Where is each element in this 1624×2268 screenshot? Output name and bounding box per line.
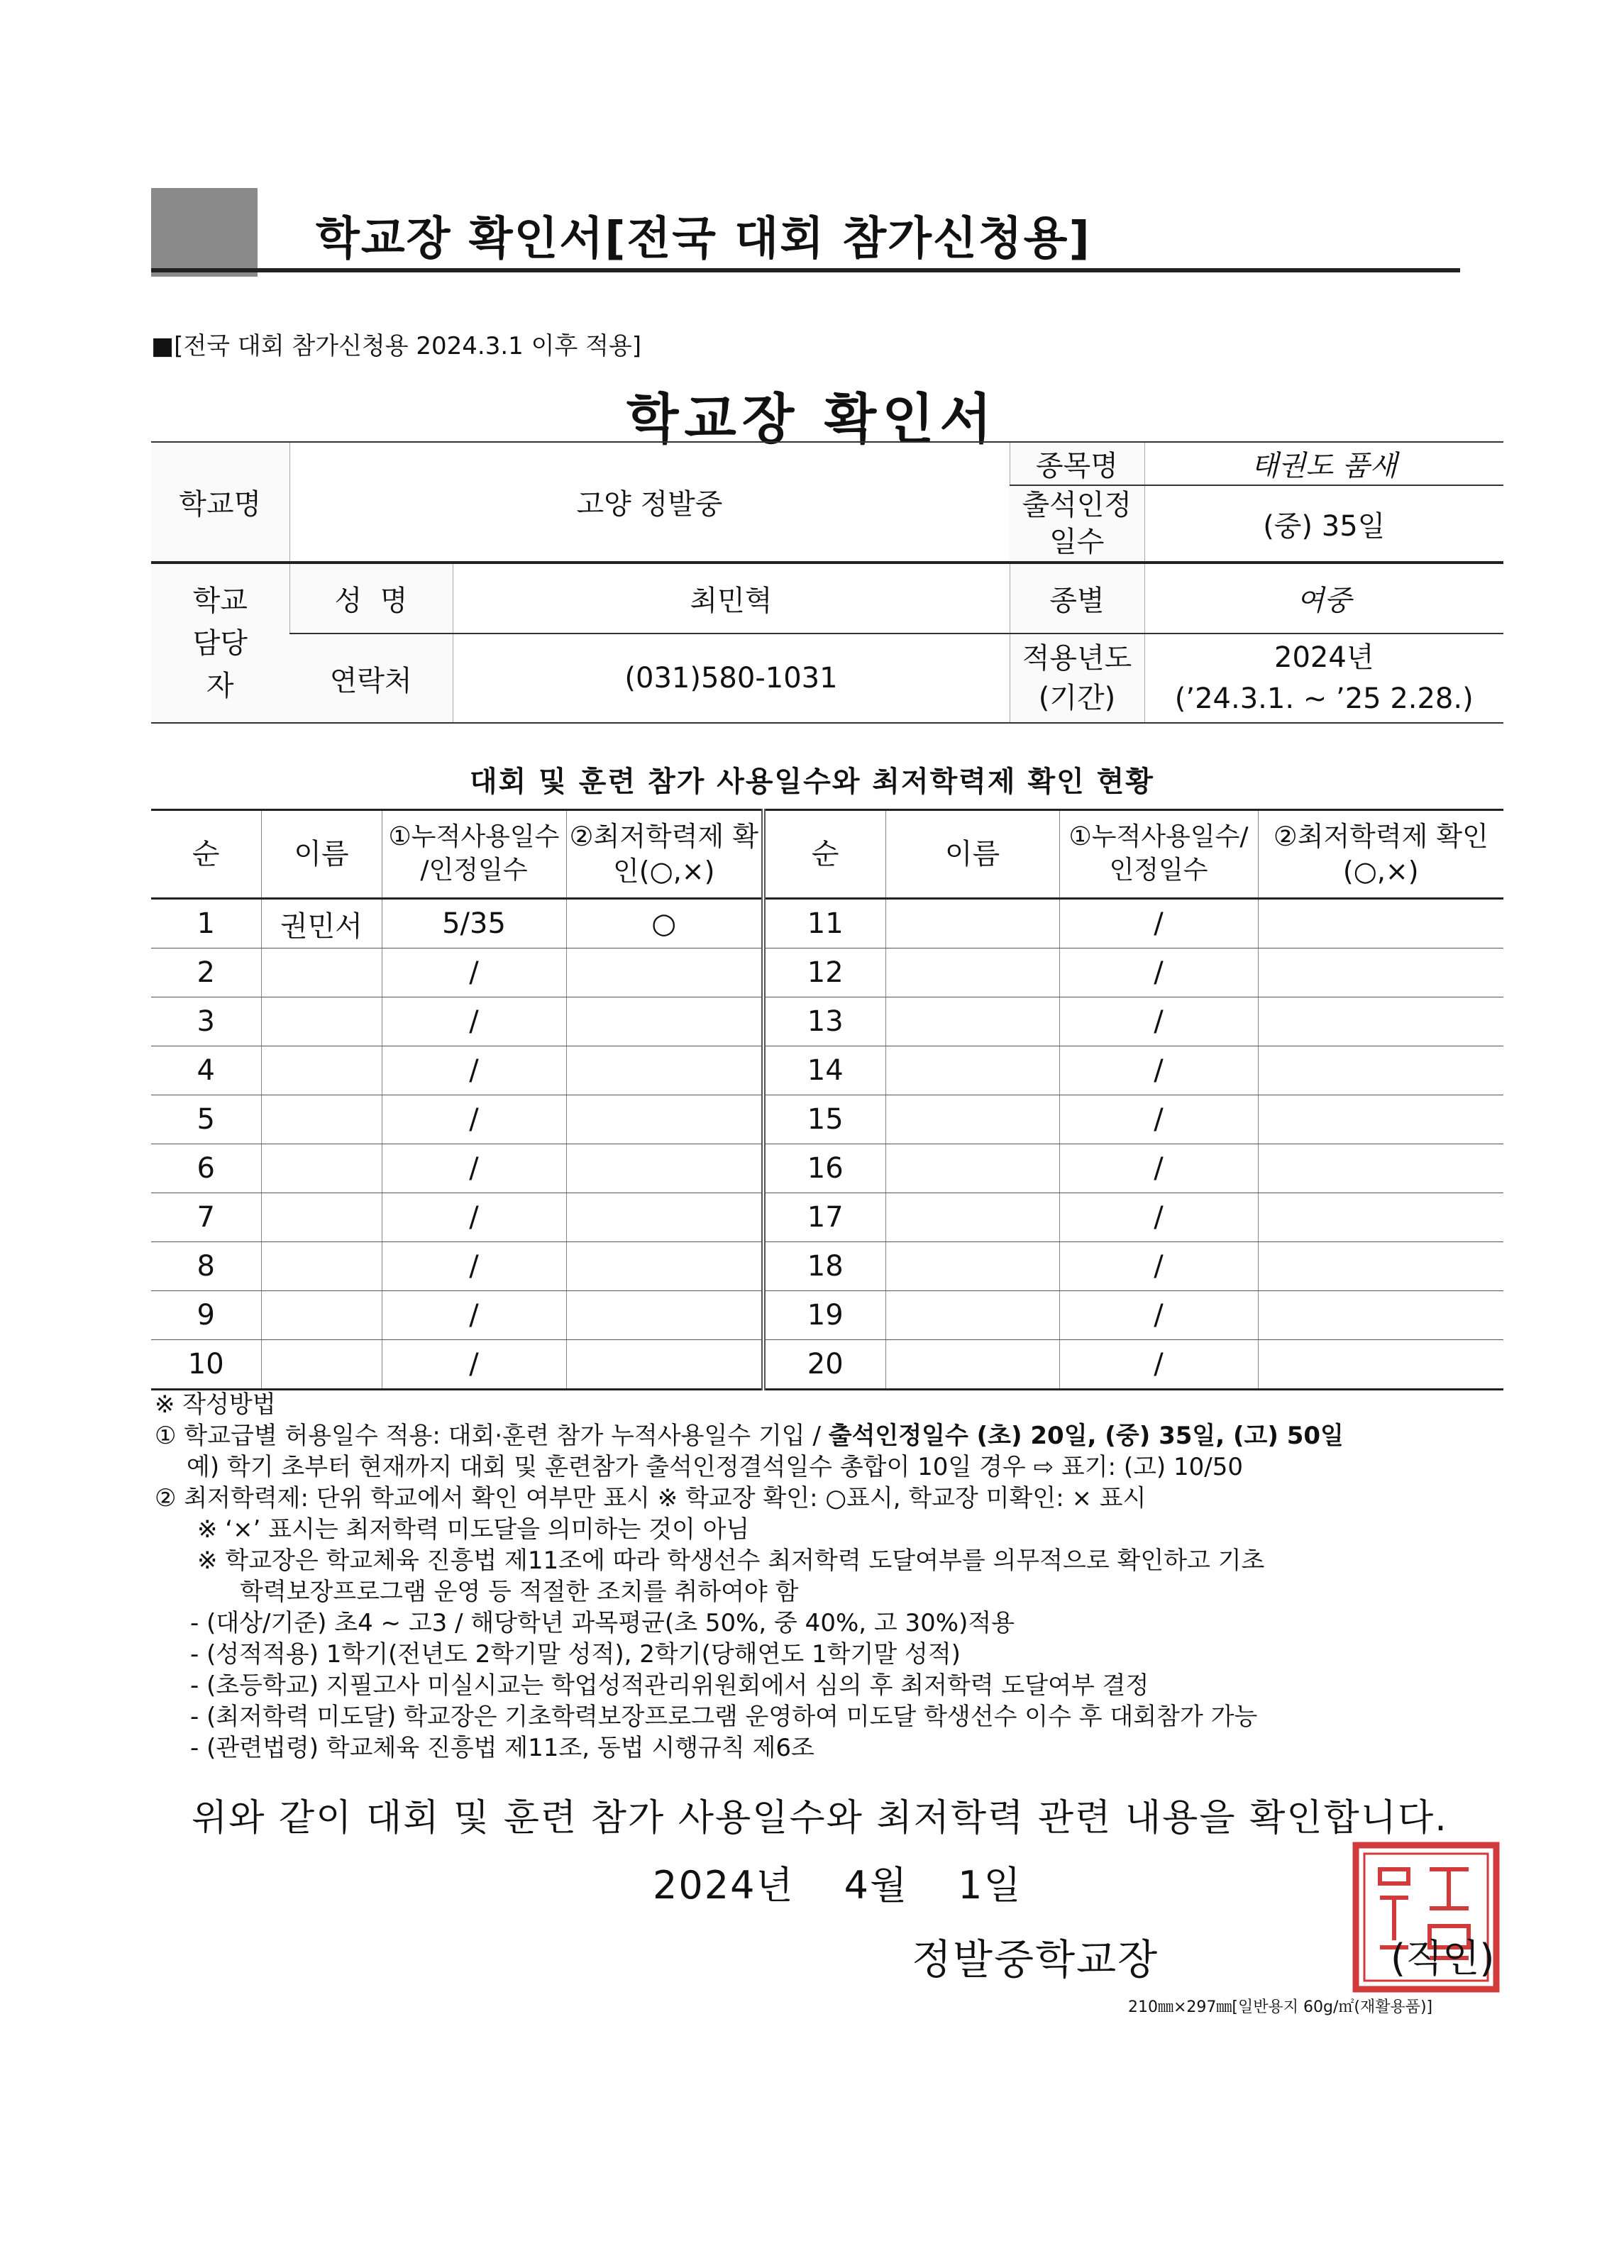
row-days-right: /	[1059, 1095, 1258, 1144]
name-value: 최민혁	[453, 563, 1010, 634]
row-name-right	[885, 1242, 1059, 1291]
note-2-duty: ※ 학교장은 학교체육 진흥법 제11조에 따라 학생선수 최저학력 도달여부를 의무적으로 확인하고 기초	[197, 1547, 1265, 1575]
row-name-right	[885, 1291, 1059, 1340]
row-check-right	[1258, 1144, 1503, 1193]
row-no-left: 6	[151, 1144, 261, 1193]
note-1-bold: 출석인정일수 (초) 20일, (중) 35일, (고) 50일	[828, 1422, 1344, 1450]
row-days-right: /	[1059, 1242, 1258, 1291]
row-check-right	[1258, 1046, 1503, 1095]
document-title: 학교장 확인서	[626, 387, 998, 450]
date-year: 2024년	[653, 1863, 795, 1908]
note-1-example: 예) 학기 초부터 현재까지 대회 및 훈련참가 출석인정결석일수 총합이 10일 경우 ⇨ 표기: (고) 10/50	[187, 1453, 1243, 1481]
row-no-left: 1	[151, 899, 261, 948]
row-name-left	[261, 997, 382, 1046]
row-no-left: 7	[151, 1193, 261, 1242]
row-check-left	[566, 1340, 763, 1390]
row-no-right: 15	[763, 1095, 885, 1144]
header-name-left: 이름	[261, 810, 382, 899]
roster-table	[151, 809, 1503, 1390]
row-name-left	[261, 1095, 382, 1144]
row-check-left	[566, 1242, 763, 1291]
row-check-left	[566, 1291, 763, 1340]
row-days-right: /	[1059, 899, 1258, 948]
note-1-text: ① 학교급별 허용일수 적용: 대회·훈련 참가 누적사용일수 기입 /	[155, 1422, 829, 1450]
row-no-right: 13	[763, 997, 885, 1046]
issue-date	[653, 1855, 1072, 1910]
row-no-right: 11	[763, 899, 885, 948]
row-no-right: 20	[763, 1340, 885, 1390]
header-check-left: ②최저학력제 확인(○,×)	[566, 810, 763, 899]
table-row	[151, 1144, 1503, 1193]
school-value: 고양 정발중	[289, 442, 1010, 563]
roster-body	[151, 899, 1503, 1390]
table-row	[151, 997, 1503, 1046]
row-days-left: /	[382, 1291, 566, 1340]
table-row	[151, 1095, 1503, 1144]
row-name-left	[261, 1144, 382, 1193]
note-1	[155, 1420, 1503, 1451]
row-no-left: 10	[151, 1340, 261, 1390]
instructions	[155, 1389, 1503, 1764]
contact-label: 연락처	[289, 634, 453, 723]
category-value: 여중	[1144, 563, 1503, 634]
row-no-right: 17	[763, 1193, 885, 1242]
attendance-label: 출석인정 일수	[1010, 485, 1144, 563]
name-label: 성 명	[289, 563, 453, 634]
info-table	[151, 441, 1503, 724]
row-no-right: 18	[763, 1242, 885, 1291]
row-name-right	[885, 1193, 1059, 1242]
date-day: 1일	[958, 1863, 1022, 1908]
row-no-left: 8	[151, 1242, 261, 1291]
status-title: 대회 및 훈련 참가 사용일수와 최저학력제 확인 현황	[470, 765, 1154, 798]
form-title: 학교장 확인서[전국 대회 참가신청용]	[316, 213, 1091, 265]
attendance-value: (중) 35일	[1144, 485, 1503, 563]
row-days-left: /	[382, 1046, 566, 1095]
row-check-left	[566, 1046, 763, 1095]
row-days-left: /	[382, 948, 566, 997]
table-row	[151, 1193, 1503, 1242]
row-name-left: 권민서	[261, 899, 382, 948]
note-bullet-5: - (관련법령) 학교체육 진흥법 제11조, 동법 시행규칙 제6조	[190, 1734, 814, 1762]
row-name-right	[885, 1144, 1059, 1193]
row-check-left	[566, 1193, 763, 1242]
row-check-right	[1258, 948, 1503, 997]
table-row	[151, 1340, 1503, 1390]
event-value: 태권도 품새	[1144, 442, 1503, 485]
row-name-right	[885, 948, 1059, 997]
row-no-right: 12	[763, 948, 885, 997]
contact-value: (031)580-1031	[453, 634, 1010, 723]
header-gray-block	[151, 188, 258, 277]
note-bullet-1: - (대상/기준) 초4 ~ 고3 / 해당학년 과목평균(초 50%, 중 40%, 고 30%)적용	[190, 1609, 1015, 1637]
row-days-right: /	[1059, 1291, 1258, 1340]
event-label: 종목명	[1010, 442, 1144, 485]
row-name-right	[885, 1046, 1059, 1095]
notes-heading: ※ 작성방법	[155, 1390, 276, 1419]
row-no-left: 3	[151, 997, 261, 1046]
applicability-note: ■[전국 대회 참가신청용 2024.3.1 이후 적용]	[151, 332, 642, 360]
row-check-right	[1258, 1193, 1503, 1242]
row-name-left	[261, 1242, 382, 1291]
header-days-right: ①누적사용일수/ 인정일수	[1059, 810, 1258, 899]
header-check-right: ②최저학력제 확인(○,×)	[1258, 810, 1503, 899]
row-no-left: 9	[151, 1291, 261, 1340]
paper-spec: 210㎜×297㎜[일반용지 60g/㎡(재활용품)]	[1128, 1998, 1433, 2016]
row-days-right: /	[1059, 1340, 1258, 1390]
row-check-right	[1258, 1095, 1503, 1144]
row-name-left	[261, 948, 382, 997]
row-name-left	[261, 1193, 382, 1242]
row-check-right	[1258, 997, 1503, 1046]
row-days-left: /	[382, 1095, 566, 1144]
row-check-left	[566, 1095, 763, 1144]
table-row	[151, 1046, 1503, 1095]
row-name-right	[885, 1095, 1059, 1144]
period-text: (’24.3.1. ~ ’25 2.28.)	[1174, 682, 1474, 715]
row-days-right: /	[1059, 948, 1258, 997]
seal-label: (직인)	[1391, 1936, 1495, 1981]
table-row	[151, 1242, 1503, 1291]
row-check-right	[1258, 1340, 1503, 1390]
school-label: 학교명	[151, 442, 289, 563]
note-bullet-4: - (최저학력 미도달) 학교장은 기초학력보장프로그램 운영하여 미도달 학생선수 이수 후 대회참가 가능	[190, 1703, 1258, 1731]
row-no-left: 2	[151, 948, 261, 997]
row-check-left	[566, 997, 763, 1046]
row-no-right: 16	[763, 1144, 885, 1193]
row-no-left: 4	[151, 1046, 261, 1095]
year-label: 적용년도 (기간)	[1010, 634, 1144, 723]
note-bullet-2: - (성적적용) 1학기(전년도 2학기말 성적), 2학기(당해연도 1학기말 성적)	[190, 1640, 961, 1669]
row-name-right	[885, 899, 1059, 948]
header-no-right: 순	[763, 810, 885, 899]
row-check-right	[1258, 1291, 1503, 1340]
row-name-left	[261, 1340, 382, 1390]
year-text: 2024년	[1274, 641, 1374, 674]
row-days-right: /	[1059, 1046, 1258, 1095]
row-days-left: /	[382, 1242, 566, 1291]
category-label: 종별	[1010, 563, 1144, 634]
header-days-left: ①누적사용일수 /인정일수	[382, 810, 566, 899]
row-days-left: /	[382, 1144, 566, 1193]
row-days-left: /	[382, 997, 566, 1046]
row-check-left	[566, 1144, 763, 1193]
confirmation-statement: 위와 같이 대회 및 훈련 참가 사용일수와 최저학력 관련 내용을 확인합니다.	[192, 1797, 1448, 1840]
row-name-right	[885, 1340, 1059, 1390]
row-days-right: /	[1059, 997, 1258, 1046]
note-bullet-3: - (초등학교) 지필고사 미실시교는 학업성적관리위원회에서 심의 후 최저학력 도달여부 결정	[190, 1671, 1149, 1700]
row-name-left	[261, 1046, 382, 1095]
row-days-left: 5/35	[382, 899, 566, 948]
note-2-remark: ※ ‘×’ 표시는 최저학력 미도달을 의미하는 것이 아님	[197, 1515, 750, 1544]
table-row	[151, 948, 1503, 997]
row-no-left: 5	[151, 1095, 261, 1144]
manager-label: 학교 담당자	[151, 563, 289, 723]
row-no-right: 14	[763, 1046, 885, 1095]
row-days-right: /	[1059, 1144, 1258, 1193]
note-2: ② 최저학력제: 단위 학교에서 확인 여부만 표시 ※ 학교장 확인: ○표시, 학교장 미확인: × 표시	[155, 1484, 1147, 1512]
row-check-left: ○	[566, 899, 763, 948]
header-rule	[151, 268, 1460, 272]
year-value	[1144, 634, 1503, 723]
row-name-right	[885, 997, 1059, 1046]
row-no-right: 19	[763, 1291, 885, 1340]
row-check-left	[566, 948, 763, 997]
principal-title: 정발중학교장	[912, 1935, 1159, 1984]
note-2-duty-cont: 학력보장프로그램 운영 등 적절한 조치를 취하여야 함	[240, 1578, 799, 1606]
row-name-left	[261, 1291, 382, 1340]
row-days-left: /	[382, 1193, 566, 1242]
row-check-right	[1258, 899, 1503, 948]
row-days-left: /	[382, 1340, 566, 1390]
table-row	[151, 899, 1503, 948]
date-month: 4월	[844, 1863, 909, 1908]
header-no-left: 순	[151, 810, 261, 899]
row-days-right: /	[1059, 1193, 1258, 1242]
header-name-right: 이름	[885, 810, 1059, 899]
table-row	[151, 1291, 1503, 1340]
row-check-right	[1258, 1242, 1503, 1291]
